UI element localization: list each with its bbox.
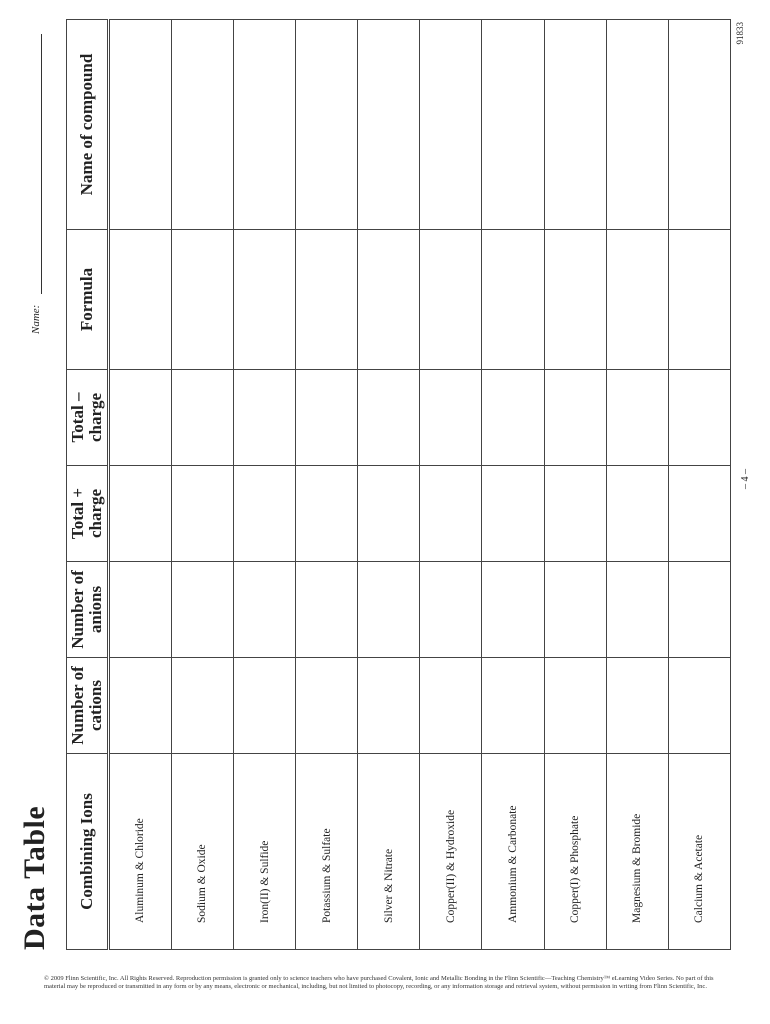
- table-row: [358, 20, 420, 950]
- table-row: [296, 20, 358, 950]
- formula-cell[interactable]: [171, 230, 233, 370]
- number-of-cations-cell[interactable]: [358, 658, 420, 754]
- total-plus-charge-cell[interactable]: [171, 466, 233, 562]
- table-row: [233, 20, 295, 950]
- catalog-code: 91833: [735, 22, 745, 45]
- formula-cell[interactable]: [482, 230, 544, 370]
- number-of-anions-cell[interactable]: [668, 562, 730, 658]
- number-of-cations-cell[interactable]: [296, 658, 358, 754]
- compound-name-cell[interactable]: [606, 20, 668, 230]
- number-of-cations-cell[interactable]: [544, 658, 606, 754]
- table-row: [482, 20, 544, 950]
- number-of-cations-cell[interactable]: [420, 658, 482, 754]
- header-combining-ions: Combining Ions: [67, 754, 109, 950]
- total-minus-charge-cell[interactable]: [420, 370, 482, 466]
- table-row: [606, 20, 668, 950]
- compound-name-cell[interactable]: [108, 20, 171, 230]
- combining-ions-cell: Copper(I) & Phosphate: [544, 754, 606, 950]
- combining-ions-cell: Sodium & Oxide: [171, 754, 233, 950]
- total-plus-charge-cell[interactable]: [544, 466, 606, 562]
- formula-cell[interactable]: [358, 230, 420, 370]
- name-label: Name:: [30, 304, 42, 334]
- total-plus-charge-cell[interactable]: [108, 466, 171, 562]
- total-minus-charge-cell[interactable]: [482, 370, 544, 466]
- formula-cell[interactable]: [108, 230, 171, 370]
- number-of-anions-cell[interactable]: [358, 562, 420, 658]
- number-of-anions-cell[interactable]: [482, 562, 544, 658]
- combining-ions-cell: Iron(II) & Sulfide: [233, 754, 295, 950]
- combining-ions-cell: Ammonium & Carbonate: [482, 754, 544, 950]
- total-plus-charge-cell[interactable]: [233, 466, 295, 562]
- header-number-of-cations: Number of cations: [67, 658, 109, 754]
- table-row: [420, 20, 482, 950]
- total-minus-charge-cell[interactable]: [171, 370, 233, 466]
- formula-cell[interactable]: [544, 230, 606, 370]
- combining-ions-cell: Calcium & Acetate: [668, 754, 730, 950]
- table-header-row: [67, 20, 109, 950]
- data-table: [66, 19, 731, 950]
- total-minus-charge-cell[interactable]: [358, 370, 420, 466]
- total-plus-charge-cell[interactable]: [420, 466, 482, 562]
- formula-cell[interactable]: [668, 230, 730, 370]
- header-total-minus-charge: Total – charge: [67, 370, 109, 466]
- number-of-cations-cell[interactable]: [233, 658, 295, 754]
- number-of-cations-cell[interactable]: [606, 658, 668, 754]
- name-field[interactable]: [28, 34, 48, 334]
- formula-cell[interactable]: [296, 230, 358, 370]
- page-number: – 4 –: [740, 469, 751, 489]
- total-plus-charge-cell[interactable]: [358, 466, 420, 562]
- total-plus-charge-cell[interactable]: [482, 466, 544, 562]
- table-row: [668, 20, 730, 950]
- total-minus-charge-cell[interactable]: [668, 370, 730, 466]
- total-minus-charge-cell[interactable]: [296, 370, 358, 466]
- total-minus-charge-cell[interactable]: [606, 370, 668, 466]
- number-of-cations-cell[interactable]: [108, 658, 171, 754]
- compound-name-cell[interactable]: [296, 20, 358, 230]
- formula-cell[interactable]: [420, 230, 482, 370]
- number-of-anions-cell[interactable]: [544, 562, 606, 658]
- table-row: [108, 20, 171, 950]
- copyright-footer: © 2009 Flinn Scientific, Inc. All Rights Reserved. Reproduction permission is granted only to science teachers who have purchased Covalent, Ionic and Metallic Bonding in the Flinn Scientific—Teaching Chemistry™ eLearning Video Series. No part of this material may be reproduced or transmitted in any form or by any means, electronic or mechanical, including, but not limited to photocopy, recording, or any information storage and retrieval system, without permission in writing from Flinn Scientific, Inc.: [44, 975, 714, 991]
- compound-name-cell[interactable]: [482, 20, 544, 230]
- formula-cell[interactable]: [233, 230, 295, 370]
- number-of-anions-cell[interactable]: [296, 562, 358, 658]
- combining-ions-cell: Magnesium & Bromide: [606, 754, 668, 950]
- combining-ions-cell: Silver & Nitrate: [358, 754, 420, 950]
- combining-ions-cell: Copper(II) & Hydroxide: [420, 754, 482, 950]
- total-minus-charge-cell[interactable]: [233, 370, 295, 466]
- compound-name-cell[interactable]: [358, 20, 420, 230]
- header-number-of-anions: Number of anions: [67, 562, 109, 658]
- total-minus-charge-cell[interactable]: [544, 370, 606, 466]
- total-minus-charge-cell[interactable]: [108, 370, 171, 466]
- number-of-anions-cell[interactable]: [420, 562, 482, 658]
- number-of-anions-cell[interactable]: [108, 562, 171, 658]
- number-of-cations-cell[interactable]: [482, 658, 544, 754]
- table-row: [171, 20, 233, 950]
- table-row: [544, 20, 606, 950]
- compound-name-cell[interactable]: [420, 20, 482, 230]
- header-name-of-compound: Name of compound: [67, 20, 109, 230]
- compound-name-cell[interactable]: [171, 20, 233, 230]
- number-of-anions-cell[interactable]: [171, 562, 233, 658]
- compound-name-cell[interactable]: [668, 20, 730, 230]
- name-line[interactable]: [41, 34, 42, 294]
- total-plus-charge-cell[interactable]: [668, 466, 730, 562]
- total-plus-charge-cell[interactable]: [296, 466, 358, 562]
- compound-name-cell[interactable]: [544, 20, 606, 230]
- number-of-anions-cell[interactable]: [233, 562, 295, 658]
- page-title: Data Table: [18, 805, 51, 950]
- combining-ions-cell: Aluminum & Chloride: [108, 754, 171, 950]
- number-of-cations-cell[interactable]: [171, 658, 233, 754]
- total-plus-charge-cell[interactable]: [606, 466, 668, 562]
- header-total-plus-charge: Total + charge: [67, 466, 109, 562]
- number-of-cations-cell[interactable]: [668, 658, 730, 754]
- number-of-anions-cell[interactable]: [606, 562, 668, 658]
- combining-ions-cell: Potassium & Sulfate: [296, 754, 358, 950]
- formula-cell[interactable]: [606, 230, 668, 370]
- header-formula: Formula: [67, 230, 109, 370]
- compound-name-cell[interactable]: [233, 20, 295, 230]
